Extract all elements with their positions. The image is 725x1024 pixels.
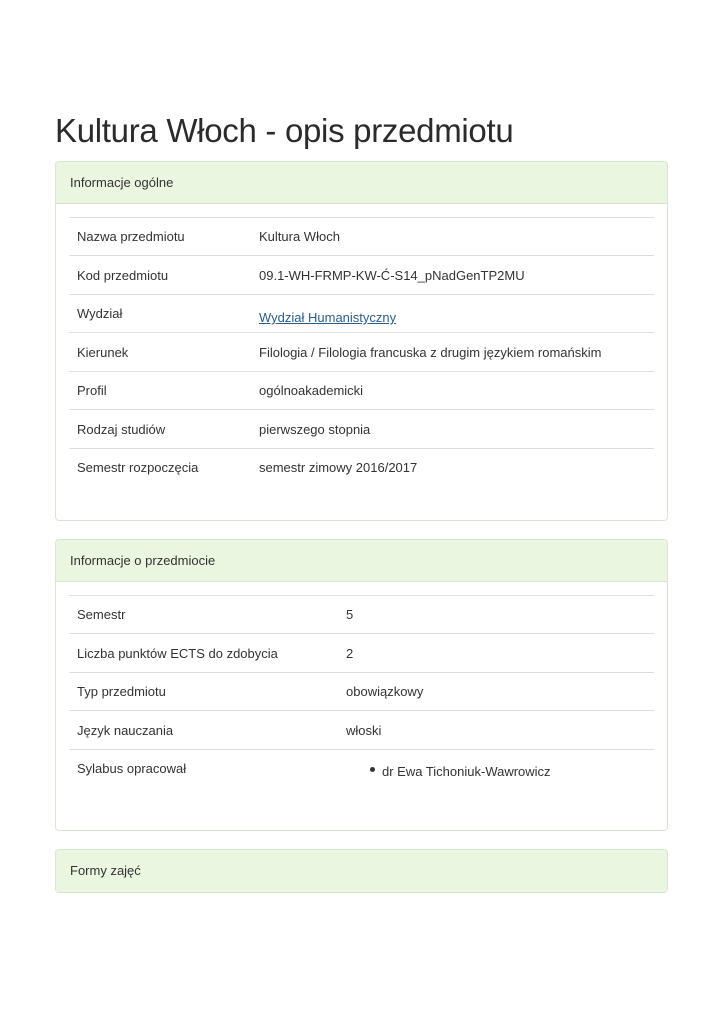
row-label-course-name: Nazwa przedmiotu [69,218,251,256]
row-value-ects: 2 [338,634,654,673]
table-row [69,218,654,256]
row-label-semester: Semestr [69,596,338,634]
row-value-course-name: Kultura Włoch [251,218,654,256]
list-item: dr Ewa Tichoniuk-Wawrowicz [382,763,646,781]
general-info-body [56,204,667,487]
table-row [69,449,654,487]
row-value-study-type: pierwszego stopnia [251,410,654,449]
row-value-syllabus-author [338,750,654,789]
table-row [69,673,654,711]
table-row [69,372,654,410]
faculty-link[interactable]: Wydział Humanistyczny [259,310,397,325]
page-title: Kultura Włoch - opis przedmiotu [55,112,514,149]
row-label-start-semester: Semestr rozpoczęcia [69,449,251,487]
row-label-course-code: Kod przedmiotu [69,256,251,295]
row-label-language: Język nauczania [69,711,338,750]
course-info-body [56,582,667,789]
table-row [69,596,654,634]
course-info-panel [55,539,668,831]
row-value-start-semester: semestr zimowy 2016/2017 [251,449,654,487]
course-info-heading: Informacje o przedmiocie [56,540,667,582]
course-info-table [69,595,654,789]
row-value-language: włoski [338,711,654,750]
row-value-semester: 5 [338,596,654,634]
row-label-study-type: Rodzaj studiów [69,410,251,449]
row-value-faculty [251,295,654,333]
row-label-faculty: Wydział [69,295,251,333]
class-forms-heading: Formy zajęć [56,850,667,892]
row-value-profile: ogólnoakademicki [251,372,654,410]
table-row [69,750,654,789]
table-row [69,410,654,449]
row-value-course-type: obowiązkowy [338,673,654,711]
table-row [69,634,654,673]
author-list [346,763,646,781]
general-info-heading: Informacje ogólne [56,162,667,204]
row-value-field-of-study: Filologia / Filologia francuska z drugim językiem romańskim [251,333,654,372]
class-forms-panel [55,849,668,893]
row-label-syllabus-author: Sylabus opracował [69,750,338,789]
table-row [69,295,654,333]
table-row [69,711,654,750]
general-info-panel [55,161,668,521]
row-label-field-of-study: Kierunek [69,333,251,372]
row-label-ects: Liczba punktów ECTS do zdobycia [69,634,338,673]
table-row [69,333,654,372]
row-value-course-code: 09.1-WH-FRMP-KW-Ć-S14_pNadGenTP2MU [251,256,654,295]
row-label-course-type: Typ przedmiotu [69,673,338,711]
row-label-profile: Profil [69,372,251,410]
table-row [69,256,654,295]
general-info-table [69,217,654,487]
